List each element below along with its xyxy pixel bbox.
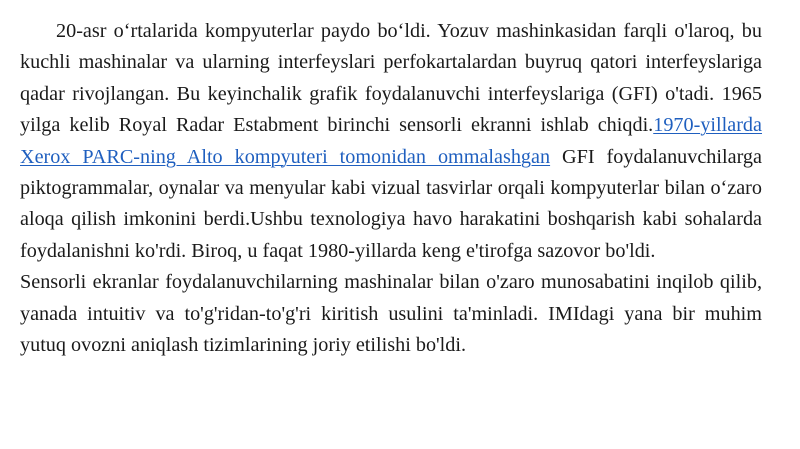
paragraph-history-text: 20-asr o‘rtalarida kompyuterlar paydo bo‘ldi. Yozuv mashinkasidan farqli o'laroq, bu kuchli mashinalar va ularning interfeyslari perfokartalardan buyruq qatori interfeyslariga qadar rivojlangan. Bu keyinchalik grafik foydalanuvchi interfeyslariga (GFI) o'tadi. 1965 yilga kelib Royal Radar Estabment birinchi sensorli ekranni ishlab chiqdi. (20, 20, 762, 137)
xerox-alto-link[interactable]: 1970-yillarda Xerox PARC-ning Alto kompyuteri tomonidan ommalashgan (20, 114, 762, 168)
paragraph-touchscreens: Sensorli ekranlar foydalanuvchilarning mashinalar bilan o'zaro munosabatini inqilob qilib, yanada intuitiv va to'g'ridan-to'g'ri kiritish usulini ta'minladi. IMIdagi yana bir muhim yutuq ovozni aniqlash tizimlarining joriy etilishi bo'ldi. (20, 271, 762, 357)
paragraph-history-continuation: GFI foydalanuvchilarga piktogrammalar, oynalar va menyular kabi vizual tasvirlar orqali kompyuterlar bilan o‘zaro aloqa qilish imkonini berdi.Ushbu texnologiya havo harakatini boshqarish kabi sohalarda foydalanishni ko'rdi. Biroq, u faqat 1980-yillarda keng e'tirofga sazovor bo'ldi. (20, 145, 762, 262)
paragraph-history (20, 16, 762, 267)
document-body (20, 16, 762, 361)
